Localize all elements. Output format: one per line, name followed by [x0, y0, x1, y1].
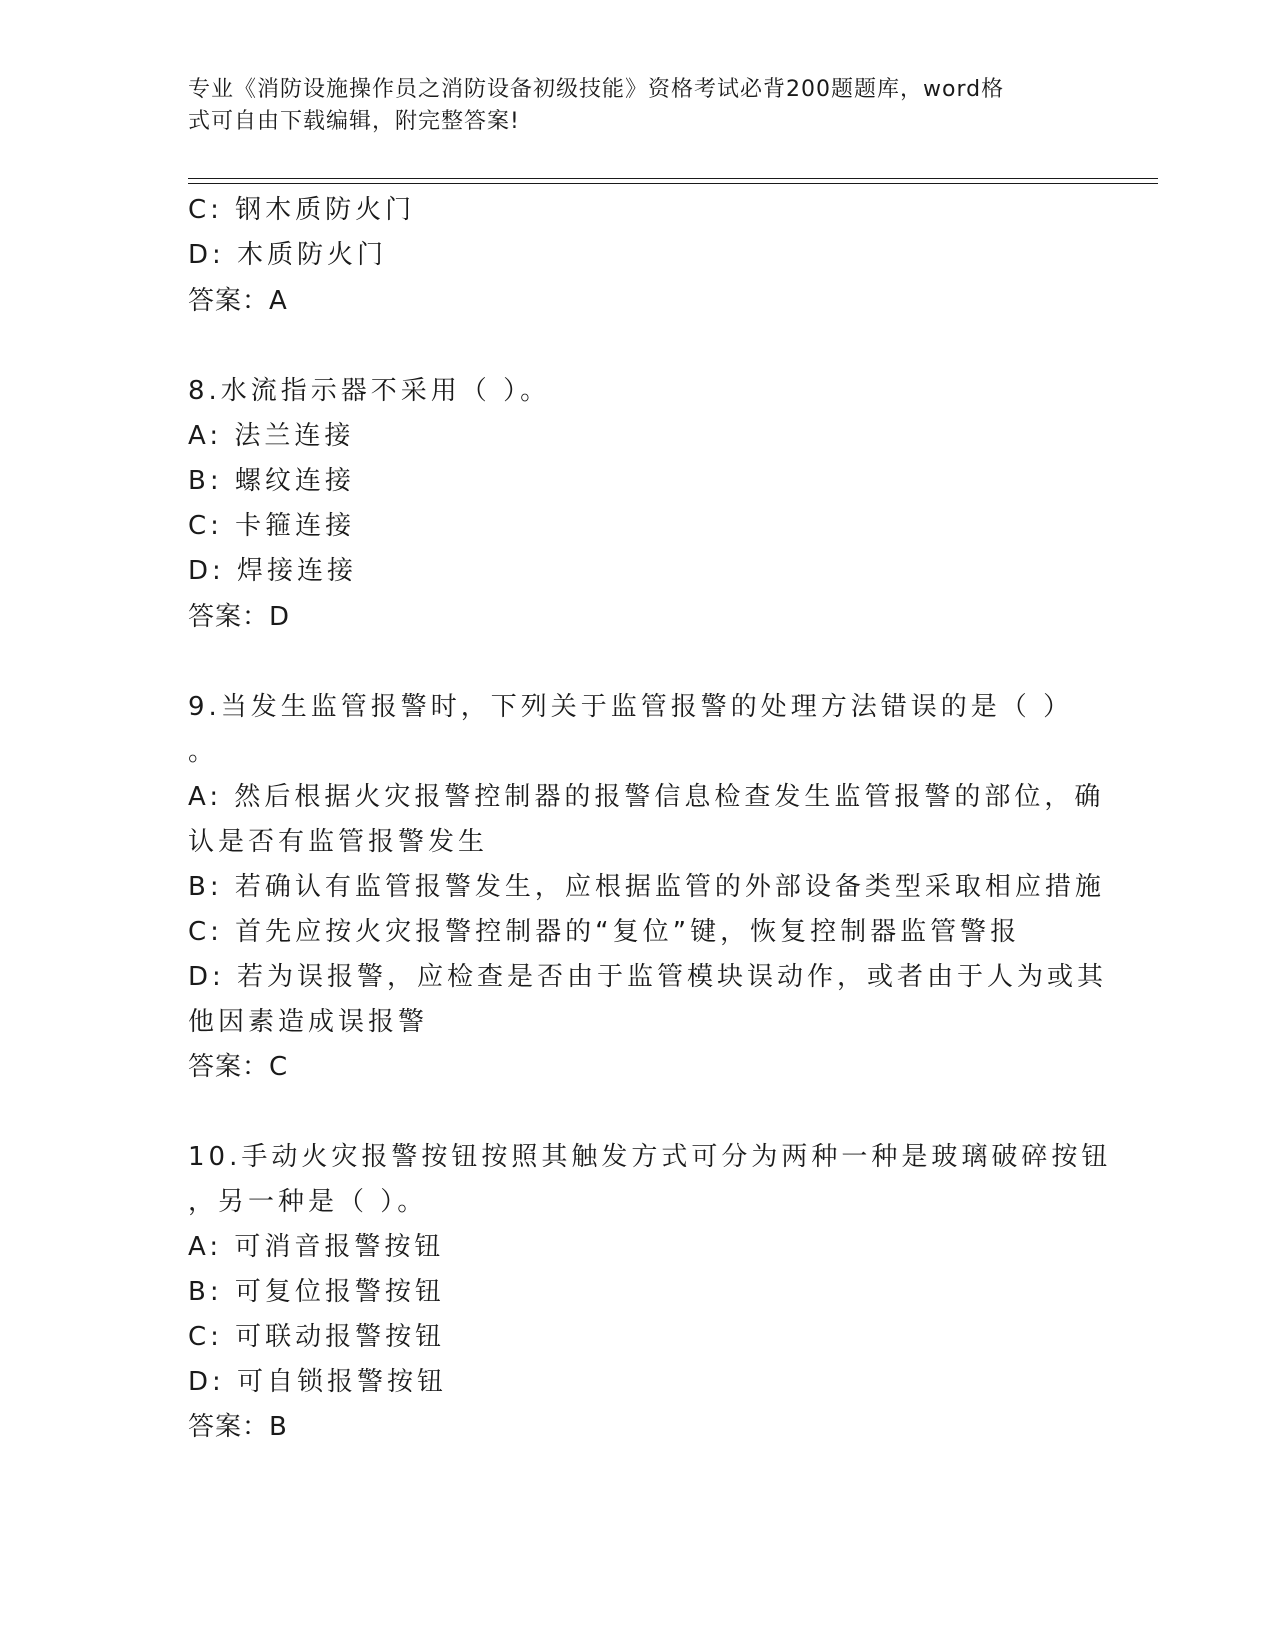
header-line-1: 专业《消防设施操作员之消防设备初级技能》资格考试必背200题题库，word格	[188, 77, 1005, 102]
q9-option-d-line-2: 他因素造成误报警	[188, 1007, 429, 1037]
q10-stem-line-2: ，另一种是（ ）。	[188, 1187, 428, 1217]
q8-option-a: A: 法兰连接	[188, 421, 355, 451]
q7-option-d: D: 木质防火门	[188, 240, 388, 270]
q8-stem: 8.水流指示器不采用（ ）。	[188, 376, 551, 406]
q9-stem-line-2: 。	[188, 737, 219, 767]
header-line-2: 式可自由下载编辑，附完整答案!	[188, 109, 520, 134]
q9-option-b: B: 若确认有监管报警发生，应根据监管的外部设备类型采取相应措施	[188, 872, 1105, 902]
q9-option-c: C: 首先应按火灾报警控制器的“复位”键，恢复控制器监管警报	[188, 917, 1021, 947]
q9-answer: 答案：C	[188, 1052, 289, 1082]
q10-answer: 答案：B	[188, 1412, 288, 1442]
header-divider-bottom	[188, 183, 1158, 184]
q8-option-d: D: 焊接连接	[188, 556, 358, 586]
q9-option-a-line-2: 认是否有监管报警发生	[188, 827, 489, 857]
q10-option-d: D: 可自锁报警按钮	[188, 1367, 448, 1397]
document-header	[188, 74, 1078, 138]
q9-stem-line-1: 9.当发生监管报警时，下列关于监管报警的处理方法错误的是（ ）	[188, 692, 1074, 722]
q8-option-b: B: 螺纹连接	[188, 466, 355, 496]
q9-option-a-line-1: A: 然后根据火灾报警控制器的报警信息检查发生监管报警的部位，确	[188, 782, 1105, 812]
q10-option-a: A: 可消音报警按钮	[188, 1232, 445, 1262]
q10-option-c: C: 可联动报警按钮	[188, 1322, 446, 1352]
q8-option-c: C: 卡箍连接	[188, 511, 356, 541]
q10-stem-line-1: 10.手动火灾报警按钮按照其触发方式可分为两种一种是玻璃破碎按钮	[188, 1142, 1112, 1172]
q9-option-d-line-1: D: 若为误报警，应检查是否由于监管模块误动作，或者由于人为或其	[188, 962, 1108, 992]
q7-option-c: C: 钢木质防火门	[188, 195, 416, 225]
q8-answer: 答案：D	[188, 602, 291, 632]
header-divider-top	[188, 178, 1158, 179]
q10-option-b: B: 可复位报警按钮	[188, 1277, 445, 1307]
q7-answer: 答案：A	[188, 286, 288, 316]
